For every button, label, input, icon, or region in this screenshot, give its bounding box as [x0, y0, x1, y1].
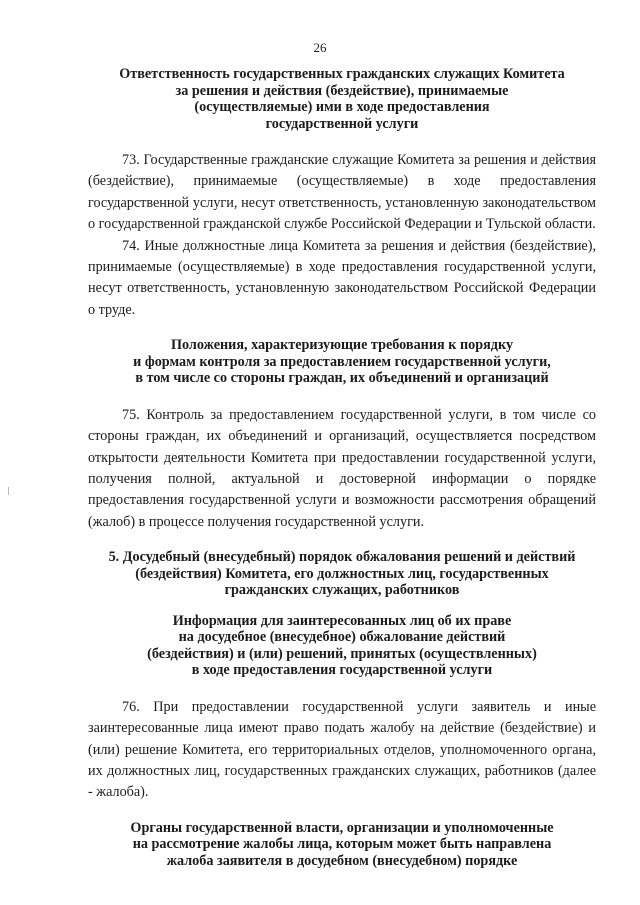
section-heading-authorities [88, 820, 596, 870]
heading-line: Положения, характеризующие требования к порядку [170, 337, 514, 354]
heading-line: (осуществляемые) ими в ходе предоставления [194, 99, 490, 115]
chapter-heading-appeal [88, 549, 596, 599]
section-heading-responsibility [88, 66, 596, 132]
heading-line: и формам контроля за предоставлением государственной услуги, [133, 353, 551, 370]
heading-line: государственной услуги [265, 115, 419, 132]
heading-line: Органы государственной власти, организации и уполномоченные [130, 819, 554, 836]
heading-line: за решения и действия (бездействие), принимаемые [175, 82, 509, 99]
heading-line: (бездействия) Комитета, его должностных лиц, государственных [135, 565, 549, 582]
heading-line: гражданских служащих, работников [224, 582, 460, 599]
heading-line: 5. Досудебный (внесудебный) порядок обжалования решений и действий [108, 549, 576, 566]
heading-line: на рассмотрение жалобы лица, которым может быть направлена [132, 836, 552, 853]
heading-line: в том числе со стороны граждан, их объединений и организаций [135, 370, 549, 387]
margin-mark [8, 487, 9, 495]
heading-line: жалоба заявителя в досудебном (внесудебном) порядке [166, 852, 518, 869]
section-heading-information [88, 613, 596, 679]
page-number: 26 [313, 40, 327, 55]
heading-line: Информация для заинтересованных лиц об их праве [172, 612, 512, 629]
paragraph-74: 74. Иные должностные лица Комитета за решения и действия (бездействие), принимаемые (осуществляемые) в ходе предоставления государственной услуги, несут ответственность, установленную законодательством Российской Федерации о труде. [88, 237, 596, 318]
paragraph-73: 73. Государственные гражданские служащие Комитета за решения и действия (бездействие), принимаемые (осуществляемые) в ходе предоставления государственной услуги, несут ответственность, установленную законодательством о государственной гражданской службе Российской Федерации и Тульской области. [88, 152, 596, 233]
document-body [88, 66, 596, 869]
section-heading-control [88, 337, 596, 387]
heading-line: в ходе предоставления государственной услуги [191, 662, 493, 679]
heading-line: на досудебное (внесудебное) обжалование действий [178, 629, 506, 646]
paragraph-76: 76. При предоставлении государственной услуги заявитель и иные заинтересованные лица имеют право подать жалобу на действие (бездействие) и (или) решение Комитета, его территориальных отделов, уполномоченного органа, их должностных лиц, государственных гражданских служащих, работников (далее - жалоба). [88, 698, 596, 801]
heading-line: Ответственность государственных гражданских служащих Комитета [119, 66, 565, 82]
paragraph-75: 75. Контроль за предоставлением государственной услуги, в том числе со стороны граждан, их объединений и организаций, осуществляется посредством открытости деятельности Комитета при предоставлении государственной услуги, получения полной, актуальной и достоверной информации о порядке предоставления государственной услуги и возможности рассмотрения обращений (жалоб) в процессе получения государственной услуги. [88, 406, 596, 530]
heading-line: (бездействия) и (или) решений, принятых (осуществленных) [147, 645, 537, 662]
